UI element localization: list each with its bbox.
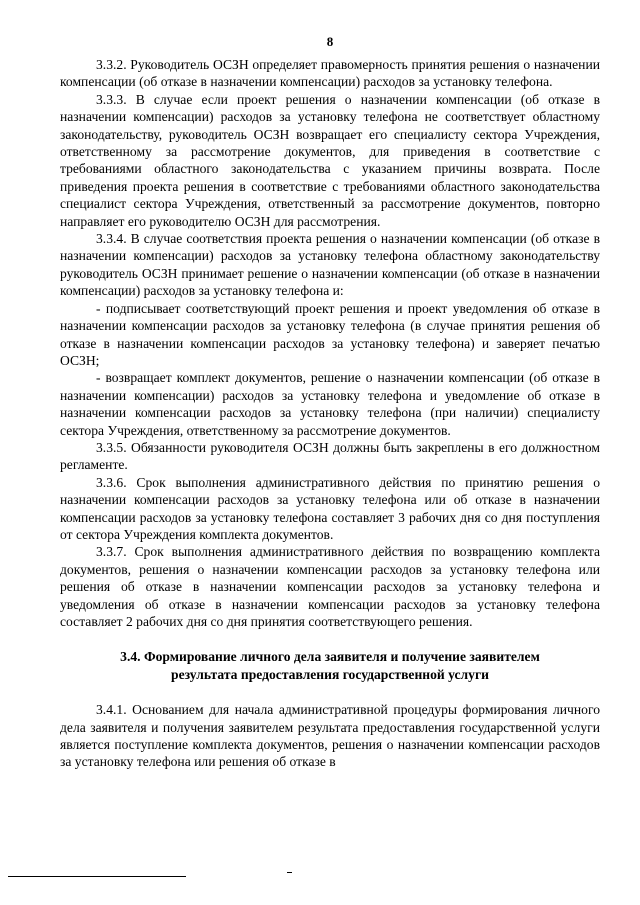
paragraph-3-3-5: 3.3.5. Обязанности руководителя ОСЗН должны быть закреплены в его должностном регламенте. (60, 439, 600, 473)
list-item-return: - возвращает комплект документов, решение о назначении компенсации (об отказе в назначении компенсации) расходов за установку телефона и уведомление об отказе в назначении компенсации расходов за установку телефона (при наличии) специалисту сектора Учреждения, ответственному за рассмотрение документов. (60, 370, 600, 438)
footnote-separator (8, 876, 186, 877)
paragraph-3-3-6: 3.3.6. Срок выполнения административного действия по принятию решения о назначении компенсации расходов за установку телефона или об отказе в назначении компенсации расходов за установку телефона составляет 3 рабочих дня со дня поступления от сектора Учреждения комплекта документов. (60, 474, 600, 542)
paragraph-3-3-7: 3.3.7. Срок выполнения административного действия по возвращению комплекта документов, решения о назначении компенсации расходов за установку телефона или решения об отказе в назначении компенсации расходов за установку телефона и уведомления об отказе в назначении компенсации расходов за установку телефона составляет 2 рабочих дня со дня принятия соответствующего решения. (60, 544, 600, 629)
footer-mark (287, 872, 292, 873)
section-heading-3-4: 3.4. Формирование личного дела заявителя и получение заявителем результата предоставления государственной услуги (120, 649, 540, 682)
document-page (60, 34, 600, 771)
page-number: 8 (326, 34, 334, 49)
paragraph-3-3-2: 3.3.2. Руководитель ОСЗН определяет правомерность принятия решения о назначении компенсации (об отказе в назначении компенсации) расходов за установку телефона. (60, 57, 600, 90)
list-item-sign: - подписывает соответствующий проект решения и проект уведомления об отказе в назначении компенсации расходов за установку телефона (в случае принятия решения об отказе в назначении компенсации расходов за установку телефона) и заверяет печатью ОСЗН; (60, 300, 600, 368)
paragraph-3-3-3: 3.3.3. В случае если проект решения о назначении компенсации (об отказе в назначении компенсации) расходов за установку телефона не соответствует областному законодательству, руководитель ОСЗН возвращает его специалисту сектора Учреждения, ответственному за рассмотрение документов, для приведения в соответствие с требованиями областного законодательства с указанием причины возврата. После приведения проекта решения в соответствие с требованиями областного законодательства специалист сектора Учреждения, ответственный за рассмотрение документов, повторно направляет его руководителю ОСЗН для рассмотрения. (60, 91, 600, 229)
paragraph-3-4-1: 3.4.1. Основанием для начала административной процедуры формирования личного дела заявителя и получения заявителем результата предоставления государственной услуги является поступление комплекта документов, решения о назначении компенсации расходов за установку телефона или решения об отказе в (60, 702, 600, 770)
paragraph-3-3-4: 3.3.4. В случае соответствия проекта решения о назначении компенсации (об отказе в назначении компенсации) расходов за установку телефона областному законодательству руководитель ОСЗН принимает решение о назначении компенсации (об отказе в назначении компенсации) расходов за установку телефона и: (60, 231, 600, 299)
